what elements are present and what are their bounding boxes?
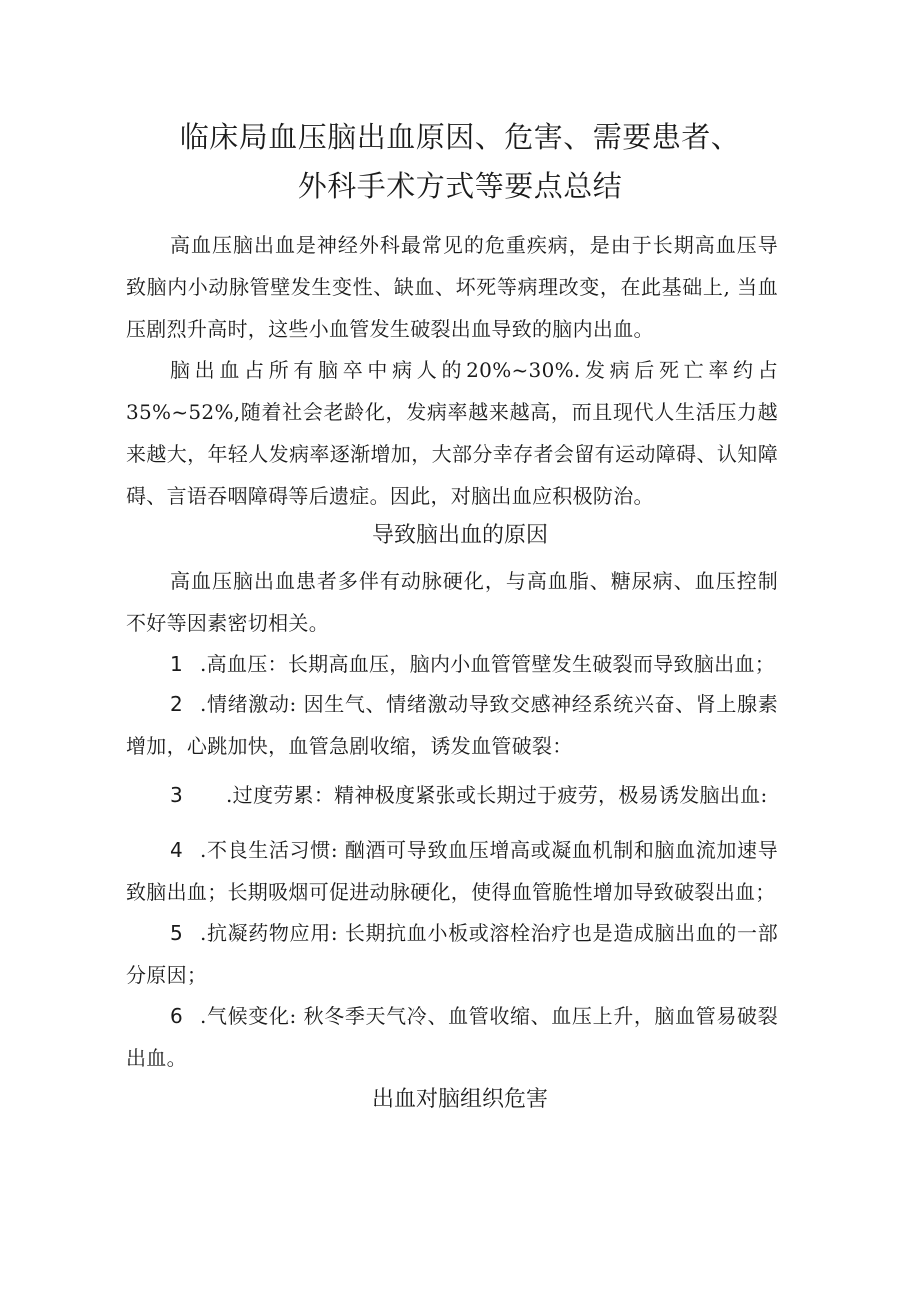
cause-item-number: 3	[170, 783, 184, 807]
cause-item-text: .气候变化: 秋冬季天气冷、血管收缩、血压上升，脑血管易破裂出血。	[126, 1004, 778, 1070]
section-heading-harm: 出血对脑组织危害	[371, 1087, 548, 1112]
cause-item	[126, 829, 778, 913]
cause-item-number: 5	[170, 921, 184, 945]
document-title-line-2: 外科手术方式等要点总结	[297, 169, 623, 203]
cause-item-number: 2	[170, 692, 184, 716]
cause-item-text: .过度劳累：精神极度紧张或长期过于疲劳，极易诱发脑出血:	[226, 783, 768, 807]
cause-item-number: 6	[170, 1004, 184, 1028]
document-title-line-1: 临床局血压脑出血原因、危害、需要患者、	[179, 120, 741, 154]
section-heading-causes: 导致脑出血的原因	[371, 523, 548, 548]
cause-item-number: 1	[170, 652, 184, 676]
cause-item-number: 4	[170, 838, 184, 862]
cause-item-text: .抗凝药物应用: 长期抗血小板或溶栓治疗也是造成脑出血的一部分原因；	[126, 921, 778, 987]
cause-item	[126, 995, 778, 1079]
cause-item	[126, 774, 778, 816]
intro-paragraph-2: 脑出血占所有脑卒中病人的20%~30%.发病后死亡率约占35%~52%,随着社会老龄化，发病率越来越高，而且现代人生活压力越来越大，年轻人发病率逐渐增加，大部分幸存者会留有运动障碍、认知障碍、言语吞咽障碍等后遗症。因此，对脑出血应积极防治。	[126, 358, 778, 508]
cause-item	[126, 683, 778, 767]
cause-item	[126, 643, 778, 685]
intro-paragraph-1: 高血压脑出血是神经外科最常见的危重疾病，是由于长期高血压导致脑内小动脉管壁发生变性、缺血、坏死等病理改变，在此基础上, 当血压剧烈升高时，这些小血管发生破裂出血导致的脑内出血。	[126, 233, 778, 341]
cause-item-text: .情绪激动: 因生气、情绪激动导致交感神经系统兴奋、肾上腺素增加，心跳加快，血管急剧收缩，诱发血管破裂：	[126, 692, 778, 758]
cause-item	[126, 912, 778, 996]
causes-intro-paragraph: 高血压脑出血患者多伴有动脉硬化，与高血脂、糖尿病、血压控制不好等因素密切相关。	[126, 569, 778, 635]
cause-item-text: .不良生活习惯: 酗酒可导致血压增高或凝血机制和脑血流加速导致脑出血；长期吸烟可促进动脉硬化，使得血管脆性增加导致破裂出血；	[126, 838, 778, 904]
cause-item-text: .高血压：长期高血压，脑内小血管管壁发生破裂而导致脑出血；	[200, 652, 776, 676]
